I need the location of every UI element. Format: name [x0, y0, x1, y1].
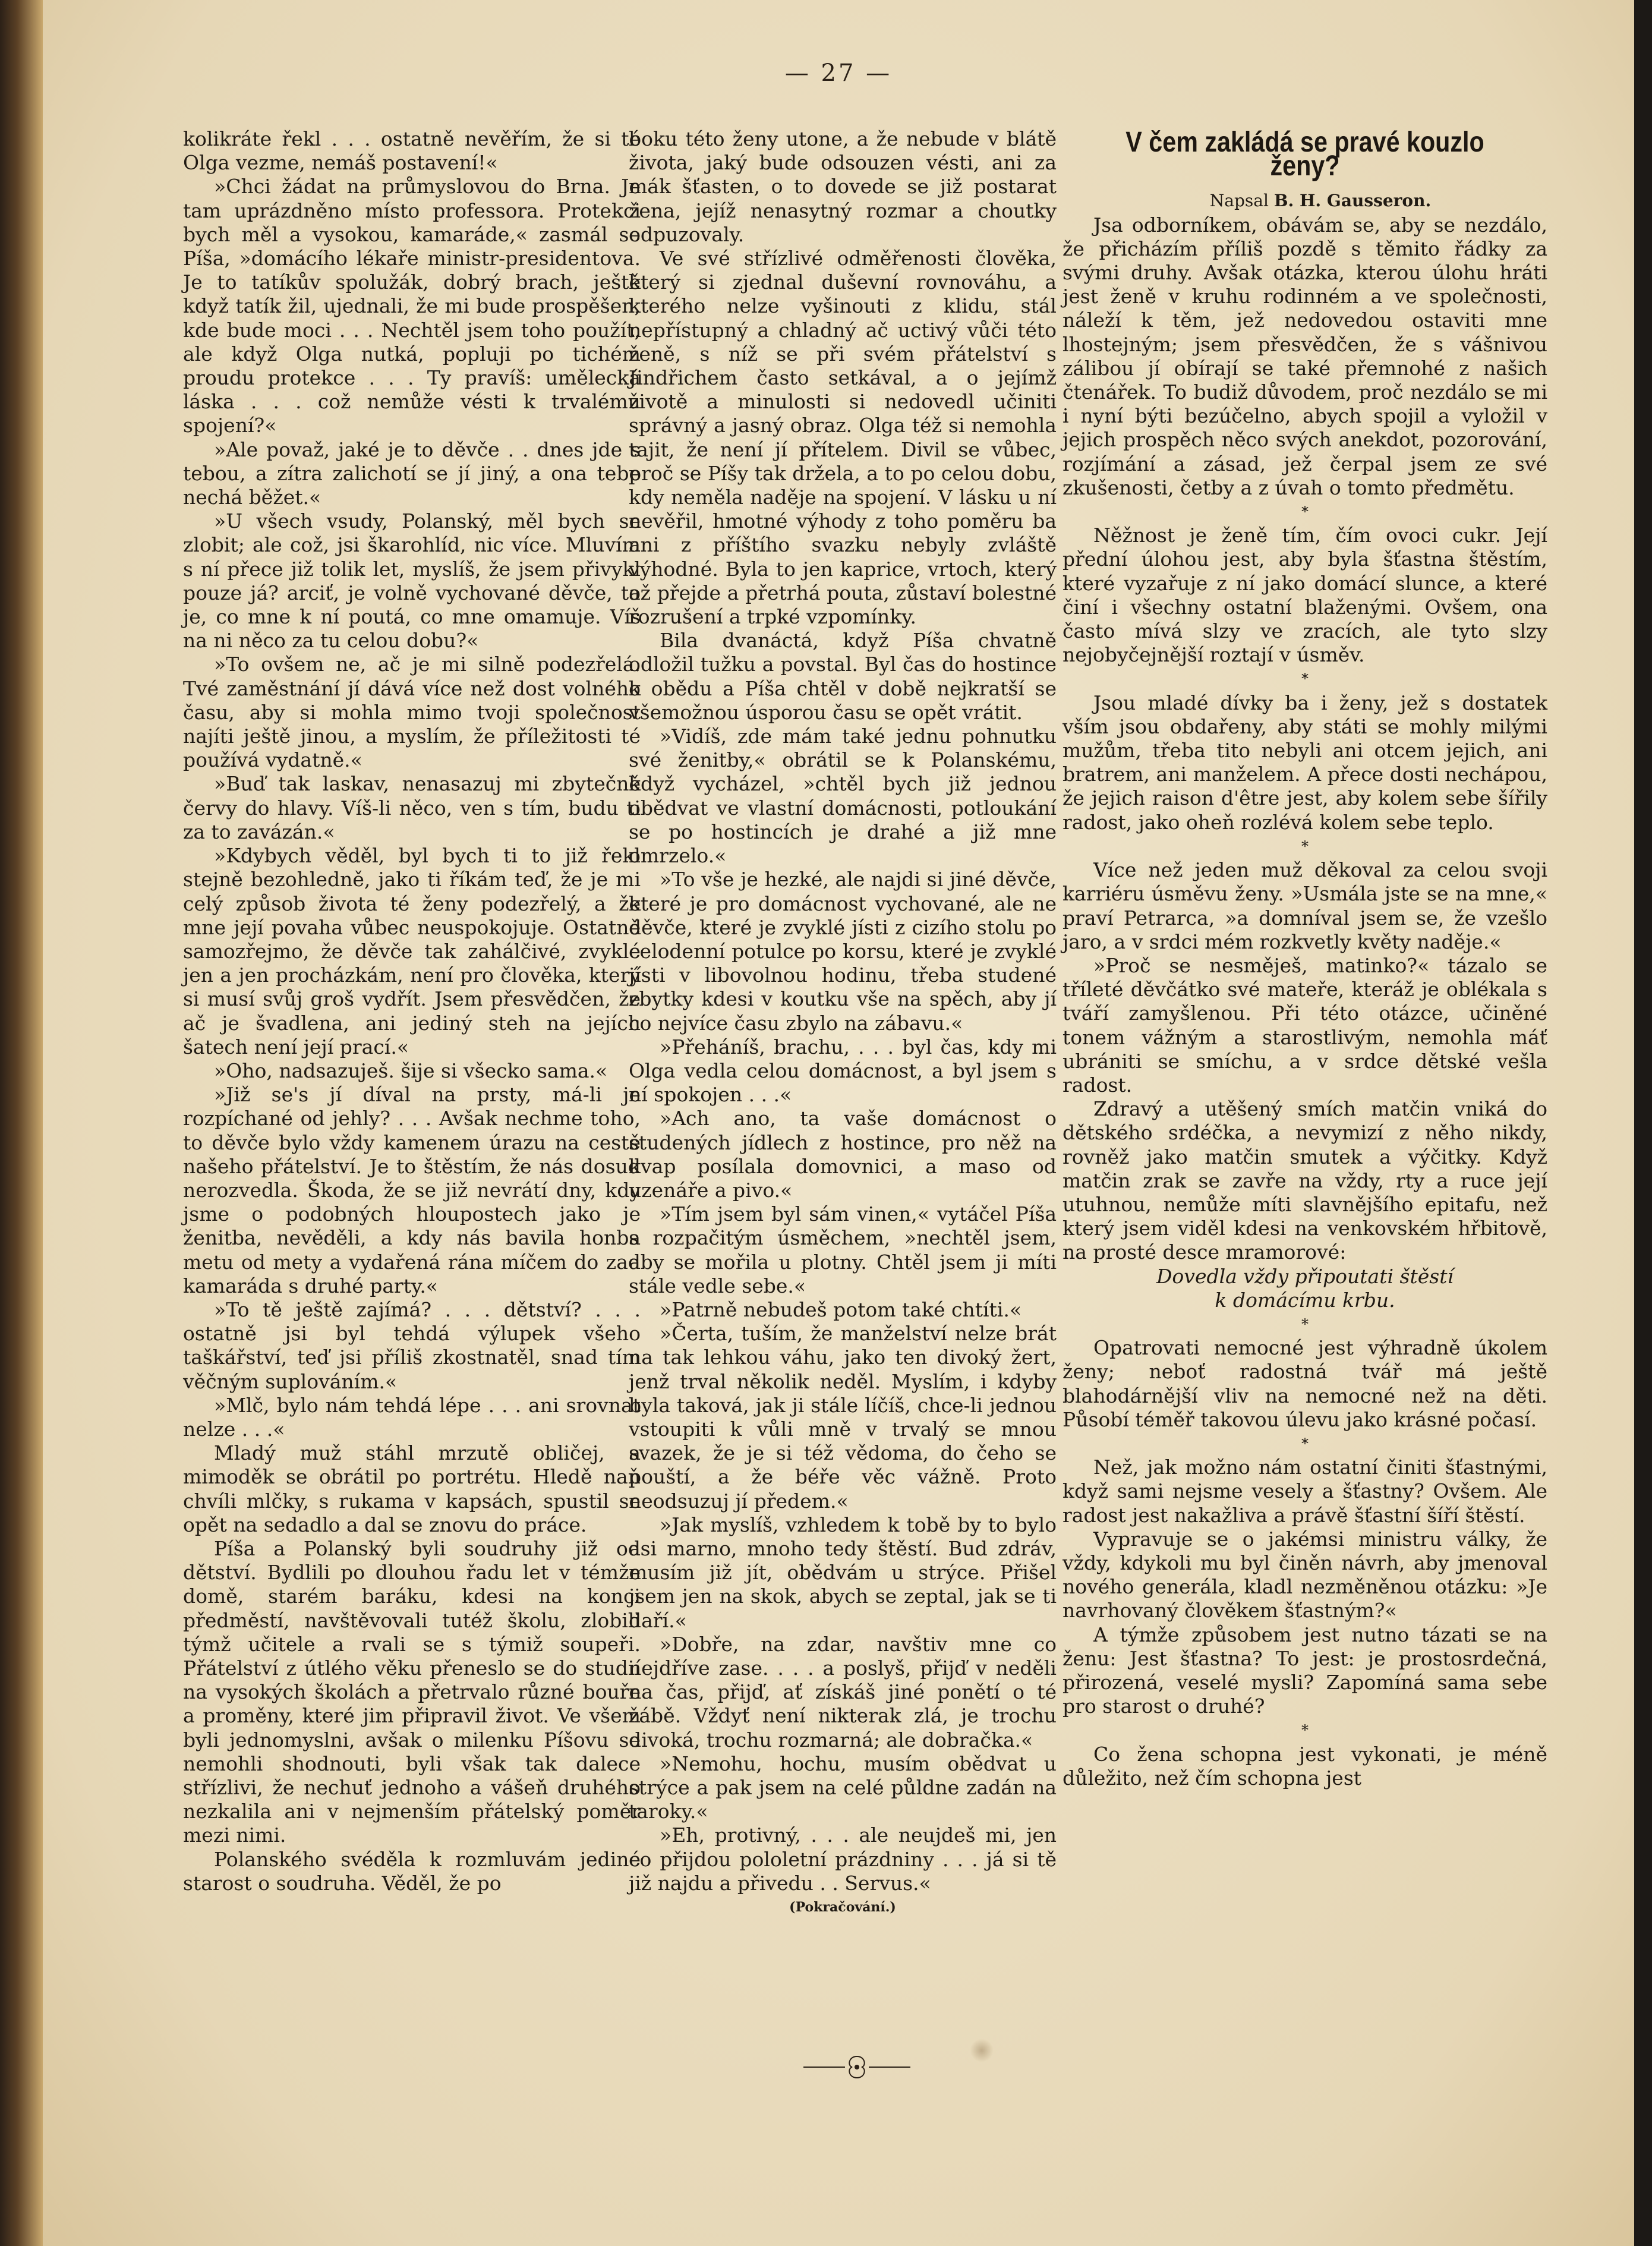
paragraph: »Přeháníš, brachu, . . . byl čas, kdy mi Olga vedla celou domácnost, a byl jsem s ní spokojen . . .«: [629, 1035, 1057, 1107]
paragraph: »Tím jsem byl sám vinen,« vytáčel Píša s rozpačitým úsměchem, »nechtěl jsem, aby se mořila u plotny. Chtěl jsem ji míti stále vedle sebe.«: [629, 1202, 1057, 1297]
section-separator: *: [1301, 670, 1309, 688]
paragraph: Jsou mladé dívky ba i ženy, jež s dostatek vším jsou obdařeny, aby státi se mohly milými mužům, třeba tito nebyli ani otcem jejich, ani bratrem, ani manželem. A přece dosti nechápou, že jejich raison d'être jest, aby kolem sebe šířily radost, jako oheň rozlévá kolem sebe teplo.: [1063, 691, 1547, 834]
paragraph: »Jak myslíš, vzhledem k tobě by to bylo asi marno, mnoho tedy štěstí. Bud zdráv, musím již jít, obědvám u strýce. Přišel jsem jen na skok, abych se zeptal, jak se ti daří.«: [629, 1513, 1057, 1632]
paragraph: Bila dvanáctá, když Píša chvatně odložil tužku a povstal. Byl čas do hostince k obědu a Píša chtěl v době nejkratší se všemožnou úsporou času se opět vrátit.: [629, 629, 1057, 724]
paragraph: »U všech vsudy, Polanský, měl bych se zlobit; ale což, jsi škarohlíd, nic více. Mluvím s ní přece již tolik let, myslíš, že jsem přivykl pouze já? arciť, je volně vychované děvče, to je, co mne k ní poutá, co mne omamuje. Víš na ni něco za tu celou dobu?«: [183, 509, 641, 653]
scanned-page: [43, 0, 1634, 2246]
page-edge: [1634, 0, 1652, 2246]
section-separator: *: [1301, 503, 1309, 521]
paragraph: Než, jak možno nám ostatní činiti šťastnými, když sami nejsme vesely a šťastny? Ovšem. Ale radost jest nakažliva a právě šťastní šíří štěstí.: [1063, 1456, 1547, 1527]
paragraph: »Proč se nesměješ, matinko?« tázalo se tříleté děvčátko své mateře, kteráž je oblékala s tváří zamyšlenou. Při této otázce, učiněné tonem vážným a starostlivým, nemohla máť ubrániti se smíchu, a v srdce dětské vešla radost.: [1063, 953, 1547, 1097]
paragraph: boku této ženy utone, a že nebude v blátě života, jaký bude odsouzen vésti, ani za mák šťasten, o to dovede se již postarat žena, jejíž nenasytný rozmar a choutky odpuzovaly.: [629, 127, 1057, 246]
paragraph: »Oho, nadsazuješ. šije si všecko sama.«: [214, 1059, 608, 1082]
paragraph: »Vidíš, zde mám také jednu pohnutku své ženitby,« obrátil se k Polanskému, když vycházel, »chtěl bych již jednou obědvat ve vlastní domácnosti, potloukání se po hostincích je drahé a již mne omrzelo.«: [629, 724, 1057, 868]
paragraph: »Mlč, bylo nám tehdá lépe . . . ani srovnat nelze . . .«: [183, 1393, 641, 1441]
section-separator: *: [1301, 1435, 1309, 1452]
page-number: — 27 —: [784, 59, 893, 87]
byline-author: B. H. Gausseron.: [1273, 191, 1432, 211]
paragraph: »Patrně nebudeš potom také chtíti.«: [660, 1297, 1022, 1321]
paragraph: Opatrovati nemocné jest výhradně úkolem ženy; neboť radostná tvář má ještě blahodárnější vliv na nemocné než na děti. Působí téměř takovou úlevu jako krásné počasí.: [1063, 1336, 1547, 1431]
paragraph: »Chci žádat na průmyslovou do Brna. Je tam uprázdněno místo professora. Protekci bych měl a vysokou, kamaráde,« zasmál se Píša, »domácího lékaře ministr-presidentova. Je to tatíkův spolužák, dobrý brach, ještě když tatík žil, ujednali, že mi bude prospěšen, kde bude moci . . . Nechtěl jsem toho použít, ale když Olga nutká, popluji po tichém proudu protekce . . . Ty pravíš: umělecká láska . . . což nemůže vésti k trvalému spojení?«: [183, 175, 641, 437]
column-2: [629, 127, 1057, 1919]
byline: [1063, 189, 1547, 213]
paragraph: »Buď tak laskav, nenasazuj mi zbytečně červy do hlavy. Víš-li něco, ven s tím, budu ti za to zavázán.«: [183, 772, 641, 843]
epitaph-line: k domácímu krbu.: [1215, 1288, 1395, 1312]
paragraph: Píša a Polanský byli soudruhy již od dětství. Bydlili po dlouhou řadu let v témže domě, starém baráku, kdesi na konci předměstí, navštěvovali tutéž školu, zlobili týmž učitele a rvali se s týmiž soupeři. Přátelství z útlého věku přeneslo se do studií na vysokých školách a přetrvalo různé bouře a proměny, které jim připravil život. Ve všem byli jednomyslni, avšak o milenku Píšovu se nemohli shodnouti, byli však tak dalece střízlivi, že nechuť jednoho a vášeň druhého nezkalila ani v nejmenším přátelský poměr mezi nimi.: [183, 1536, 641, 1847]
paragraph: »Ach ano, ta vaše domácnost o studených jídlech z hostince, pro něž na kvap posílala domovnici, a maso od uzenáře a pivo.«: [629, 1107, 1057, 1202]
column-1: [183, 127, 641, 1895]
paper-stain: [970, 2039, 994, 2062]
paragraph: Více než jeden muž děkoval za celou svoji karriéru úsměvu ženy. »Usmála jste se na mne,« praví Petrarca, »a domníval jsem se, že vzešlo jaro, a v srdci mém rozkvetly květy naděje.«: [1063, 858, 1547, 953]
paragraph: »To vše je hezké, ale najdi si jiné děvče, které je pro domácnost vychované, ale ne děvče, které je zvyklé jísti z cizího stolu po celodenní potulce po korsu, které je zvyklé jísti v libovolnou hodinu, třeba studené zbytky kdesi v koutku vše na spěch, aby jí co nejvíce času zbylo na zábavu.«: [629, 868, 1057, 1035]
paragraph: »To tě ještě zajímá? . . . dětství? . . . ostatně jsi byl tehdá výlupek všeho taškářství, teď jsi příliš zkostnatěl, snad tím věčným suplováním.«: [183, 1297, 641, 1393]
paragraph: A týmže způsobem jest nutno tázati se na ženu: Jest šťastna? To jest: je prostosrdečná, přirozená, veselé mysli? Zapomíná sama sebe pro starost o druhé?: [1063, 1623, 1547, 1718]
paragraph: »Čerta, tuším, že manželství nelze brát na tak lehkou váhu, jako ten divoký žert, jenž trval několik neděl. Myslím, i kdyby byla taková, jak ji stále líčíš, chce-li jednou vstoupiti k vůli mně v trvalý se mnou svazek, že je si též vědoma, do čeho se pouští, a že béře věc vážně. Proto neodsuzuj jí předem.«: [629, 1322, 1057, 1513]
paragraph: Polanského svéděla k rozmluvám jediné starost o soudruha. Věděl, že po: [183, 1847, 641, 1895]
paragraph: Ve své střízlivé odměřenosti člověka, který si zjednal duševní rovnováhu, a kterého nelze vyšinouti z klidu, stál nepřístupný a chladný ač uctivý vůči této ženě, s níž se při svém přátelství s Jindřichem často setkával, a o jejímž životě a minulosti si nedovedl učiniti správný a jasný obraz. Olga též si nemohla tajit, že není jí přítelem. Divil se vůbec, proč se Píšy tak držela, a to po celou dobu, kdy neměla naděje na spojení. V lásku u ní nevěřil, hmotné výhody z toho poměru ba ani z příštího svazku nebyly zvláště výhodné. Byla to jen kaprice, vrtoch, který až přejde a přetrhá pouta, zůstaví bolestné rozrušení a trpké vzpomínky.: [629, 247, 1057, 629]
section-separator: *: [1301, 837, 1309, 855]
paragraph: »Kdybych věděl, byl bych ti to již řekl stejně bezohledně, jako ti říkám teď, že je mi celý způsob života té ženy podezřelý, a že mne její povaha vůbec neuspokojuje. Ostatně samozřejmo, že děvče tak zahálčivé, zvyklé jen a jen procházkám, není pro člověka, který si musí svůj groš vydřít. Jsem přesvědčen, že ač je švadlena, ani jediný steh na jejích šatech není její prací.«: [183, 844, 641, 1059]
epitaph-line: Dovedla vždy připoutati štěstí: [1156, 1264, 1454, 1288]
section-separator: *: [1301, 1315, 1309, 1333]
paragraph: Něžnost je ženě tím, čím ovoci cukr. Její přední úlohou jest, aby byla šťastna štěstím, které vyzařuje z ní jako domácí slunce, a které činí i všechny ostatní blaženými. Ovšem, ona často mívá slzy ve zracích, ale tyto slzy nejobyčejnější roztají v úsměv.: [1063, 524, 1547, 667]
byline-prefix: Napsal: [1209, 191, 1269, 211]
paragraph: »Ale považ, jaké je to děvče . . dnes jde s tebou, a zítra zalichotí se jí jiný, a ona tebe nechá běžet.«: [183, 437, 641, 509]
paragraph: Mladý muž stáhl mrzutě obličej, a mimoděk se obrátil po portrétu. Hledě naň chvíli mlčky, s rukama v kapsách, spustil se opět na sedadlo a dal se znovu do práce.: [183, 1441, 641, 1536]
ornament-icon: [797, 2049, 916, 2085]
paragraph: »To ovšem ne, ač je mi silně podezřelá. Tvé zaměstnání jí dává více než dost volného času, aby si mohla mimo tvoji společnost najíti ještě jinou, a myslím, že příležitosti té používá vydatně.«: [183, 653, 641, 772]
paragraph: Jsa odborníkem, obávám se, aby se nezdálo, že přicházím příliš pozdě s těmito řádky za svými druhy. Avšak otázka, kterou úlohu hráti jest ženě v kruhu rodinném a ve společnosti, náleží k těm, jež nedovedou ostaviti mne lhostejným; jsem přesvědčen, že s vášnivou zálibou jí obírají se také přemnohé z našich čtenářek. To budiž důvodem, proč nezdálo se mi i nyní býti bezúčelno, abych spojil a vyložil v jejich prospěch něco svých anekdot, pozorování, rozjímání a zásad, jež čerpal jsem ze své zkušenosti, četby a z úvah o tomto předmětu.: [1063, 213, 1547, 499]
article-title: V čem zakládá se pravé kouzlo ženy?: [1125, 127, 1484, 182]
paragraph: kolikráte řekl . . . ostatně nevěřím, že si té Olga vezme, nemáš postavení!«: [183, 127, 641, 175]
paragraph: »Nemohu, hochu, musím obědvat u strýce a pak jsem na celé půldne zadán na taroky.«: [629, 1752, 1057, 1823]
paragraph: Zdravý a utěšený smích matčin vniká do dětského srdéčka, a nevymizí z něho nikdy, rovněž jako matčin smutek a výčitky. Když matčin zrak se zavře na vždy, rty a ruce její utuhnou, nemůže míti slavnějšího epitafu, než který jsem viděl kdesi na venkovském hřbitově, na prosté desce mramorové:: [1063, 1097, 1547, 1264]
column-3-article: [1063, 127, 1547, 1790]
paragraph: »Dobře, na zdar, navštiv mne co nejdříve zase. . . . a poslyš, přijď v neděli na čas, přijď, ať získáš jiné ponětí o té žábě. Vždyť není nikterak zlá, je trochu divoká, trochu rozmarná; ale dobračka.«: [629, 1632, 1057, 1752]
paragraph: »Již se's jí díval na prsty, má-li je rozpíchané od jehly? . . . Avšak nechme toho, to děvče bylo vždy kamenem úrazu na cestě našeho přátelství. Je to štěstím, že nás dosud nerozvedla. Škoda, že se již nevrátí dny, kdy jsme o podobných hloupostech jako je ženitba, nevěděli, a kdy nás bavila honba metu od mety a vydařená rána míčem do zad kamaráda s druhé party.«: [183, 1083, 641, 1297]
paragraph: Co žena schopna jest vykonati, je méně důležito, než čím schopna jest: [1063, 1742, 1547, 1790]
continued-note: (Pokračování.): [789, 1900, 896, 1916]
paragraph: Vypravuje se o jakémsi ministru války, že vždy, kdykoli mu byl činěn návrh, aby jmenoval nového generála, kladl nezměněnou otázku: »Je navrhovaný člověkem šťastným?«: [1063, 1527, 1547, 1623]
book-binding: [0, 0, 43, 2246]
paragraph: »Eh, protivný, . . . ale neujdeš mi, jen co přijdou pololetní prázdniny . . . já si tě již najdu a přivedu . . Servus.«: [629, 1823, 1057, 1895]
section-separator: *: [1301, 1722, 1309, 1739]
